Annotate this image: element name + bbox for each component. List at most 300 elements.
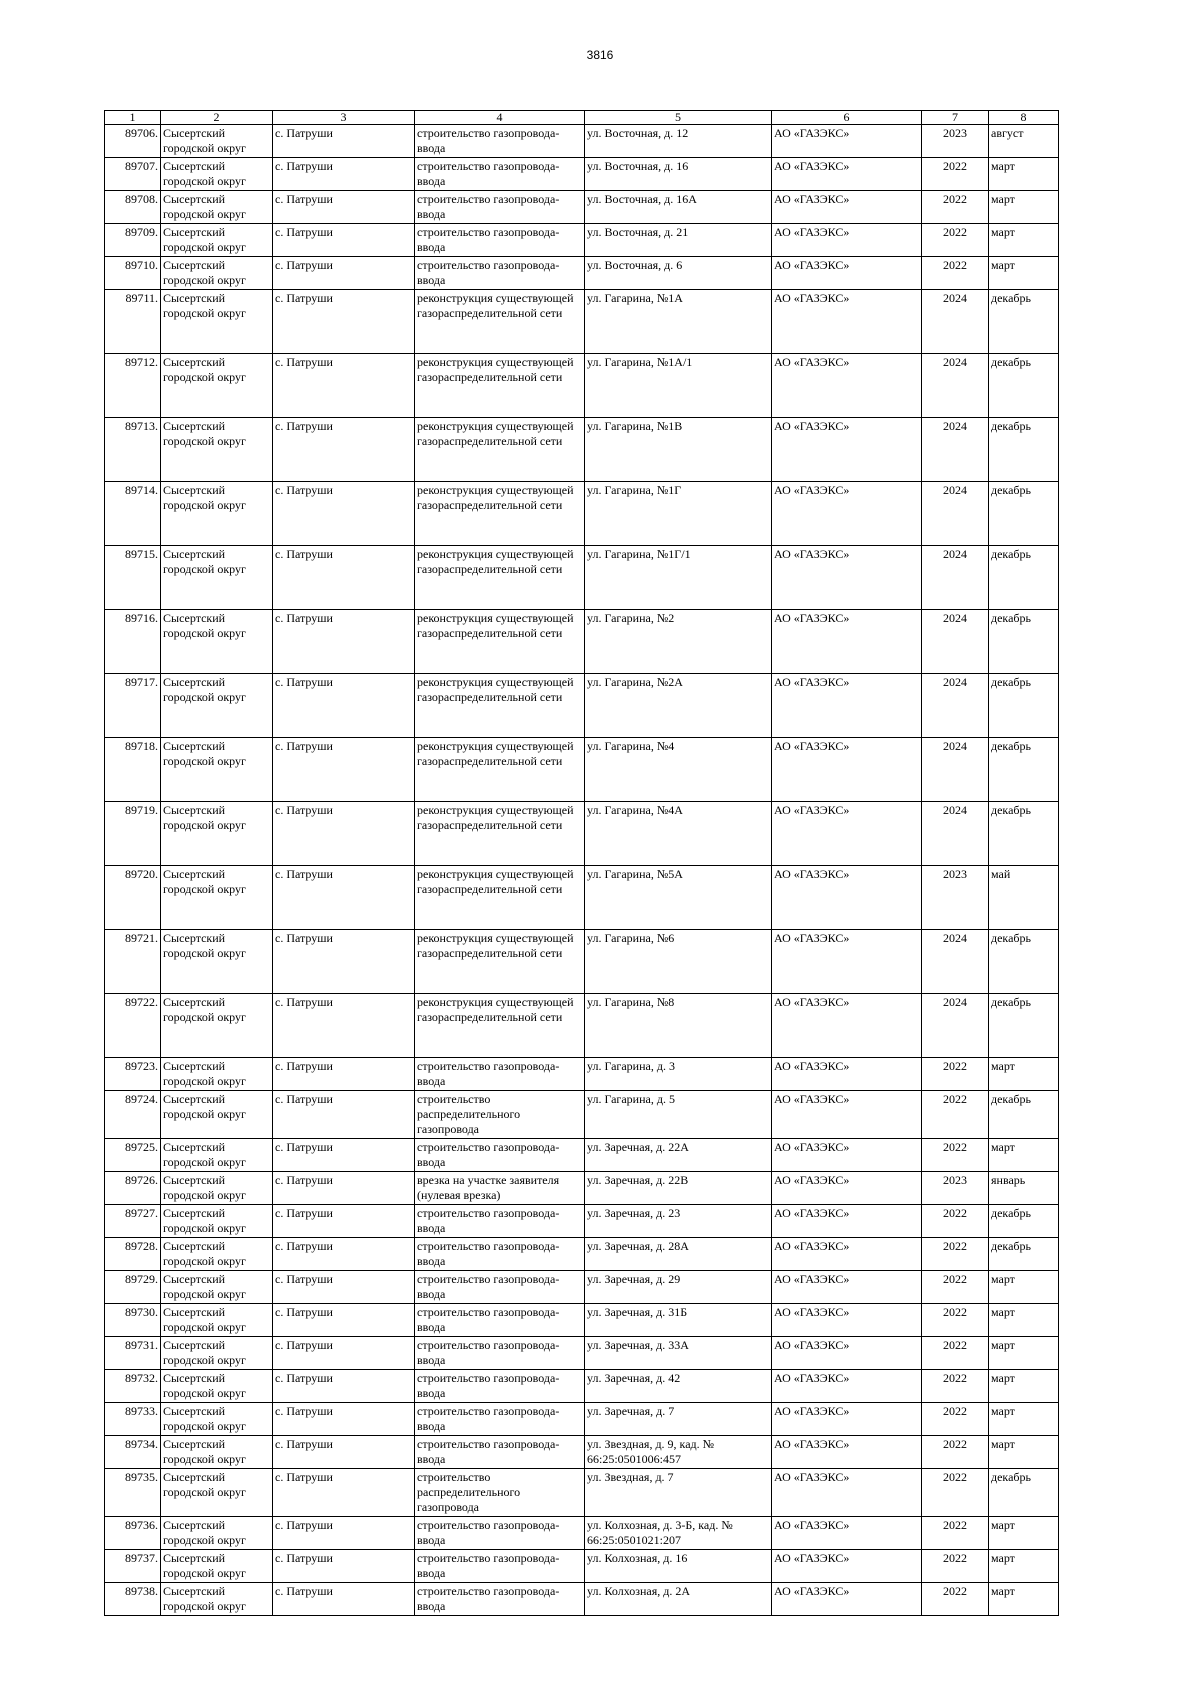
work-type-cell: реконструкция существующей газораспределительной сети [415, 610, 585, 674]
district-cell: Сысертский городской округ [161, 546, 273, 610]
work-type-cell: реконструкция существующей газораспределительной сети [415, 674, 585, 738]
address-cell: ул. Гагарина, №1Г/1 [585, 546, 772, 610]
month-cell: март [989, 1139, 1059, 1172]
month-cell: март [989, 1550, 1059, 1583]
organization-cell: АО «ГАЗЭКС» [772, 1337, 922, 1370]
address-cell: ул. Гагарина, №2А [585, 674, 772, 738]
row-number-cell: 89732. [105, 1370, 161, 1403]
table-row [105, 866, 1059, 930]
work-type-cell: строительство газопровода-ввода [415, 1370, 585, 1403]
month-cell: декабрь [989, 290, 1059, 354]
work-type-cell: реконструкция существующей газораспределительной сети [415, 866, 585, 930]
table-row [105, 674, 1059, 738]
address-cell: ул. Гагарина, №4А [585, 802, 772, 866]
locality-cell: с. Патруши [273, 674, 415, 738]
work-type-cell: строительство газопровода-ввода [415, 1550, 585, 1583]
address-cell: ул. Гагарина, №1Г [585, 482, 772, 546]
column-number-row [105, 111, 1059, 125]
organization-cell: АО «ГАЗЭКС» [772, 482, 922, 546]
organization-cell: АО «ГАЗЭКС» [772, 1205, 922, 1238]
year-cell: 2022 [922, 1271, 989, 1304]
work-type-cell: строительство газопровода-ввода [415, 1337, 585, 1370]
organization-cell: АО «ГАЗЭКС» [772, 546, 922, 610]
district-cell: Сысертский городской округ [161, 290, 273, 354]
address-cell: ул. Восточная, д. 6 [585, 257, 772, 290]
district-cell: Сысертский городской округ [161, 1139, 273, 1172]
work-type-cell: строительство газопровода-ввода [415, 1436, 585, 1469]
organization-cell: АО «ГАЗЭКС» [772, 158, 922, 191]
row-number-cell: 89733. [105, 1403, 161, 1436]
organization-cell: АО «ГАЗЭКС» [772, 1271, 922, 1304]
organization-cell: АО «ГАЗЭКС» [772, 674, 922, 738]
locality-cell: с. Патруши [273, 866, 415, 930]
organization-cell: АО «ГАЗЭКС» [772, 1550, 922, 1583]
address-cell: ул. Гагарина, №1А [585, 290, 772, 354]
table-body [105, 125, 1059, 1616]
organization-cell: АО «ГАЗЭКС» [772, 1403, 922, 1436]
address-cell: ул. Гагарина, №5А [585, 866, 772, 930]
organization-cell: АО «ГАЗЭКС» [772, 354, 922, 418]
year-cell: 2024 [922, 290, 989, 354]
row-number-cell: 89707. [105, 158, 161, 191]
year-cell: 2022 [922, 1583, 989, 1616]
table-row [105, 1583, 1059, 1616]
address-cell: ул. Гагарина, №8 [585, 994, 772, 1058]
address-cell: ул. Восточная, д. 21 [585, 224, 772, 257]
locality-cell: с. Патруши [273, 610, 415, 674]
work-type-cell: реконструкция существующей газораспределительной сети [415, 930, 585, 994]
year-cell: 2024 [922, 802, 989, 866]
table-row [105, 1205, 1059, 1238]
month-cell: декабрь [989, 482, 1059, 546]
work-type-cell: строительство газопровода-ввода [415, 1403, 585, 1436]
organization-cell: АО «ГАЗЭКС» [772, 866, 922, 930]
table-row [105, 1172, 1059, 1205]
month-cell: январь [989, 1172, 1059, 1205]
year-cell: 2022 [922, 1139, 989, 1172]
column-header: 1 [105, 111, 161, 125]
row-number-cell: 89723. [105, 1058, 161, 1091]
work-type-cell: строительство газопровода-ввода [415, 158, 585, 191]
organization-cell: АО «ГАЗЭКС» [772, 610, 922, 674]
table-row [105, 994, 1059, 1058]
district-cell: Сысертский городской округ [161, 1205, 273, 1238]
table-row [105, 610, 1059, 674]
district-cell: Сысертский городской округ [161, 482, 273, 546]
month-cell: август [989, 125, 1059, 158]
work-type-cell: строительство газопровода-ввода [415, 191, 585, 224]
district-cell: Сысертский городской округ [161, 125, 273, 158]
locality-cell: с. Патруши [273, 1304, 415, 1337]
year-cell: 2022 [922, 257, 989, 290]
work-type-cell: реконструкция существующей газораспределительной сети [415, 802, 585, 866]
address-cell: ул. Заречная, д. 31Б [585, 1304, 772, 1337]
address-cell: ул. Звездная, д. 9, кад. № 66:25:0501006:457 [585, 1436, 772, 1469]
row-number-cell: 89711. [105, 290, 161, 354]
address-cell: ул. Колхозная, д. 2А [585, 1583, 772, 1616]
organization-cell: АО «ГАЗЭКС» [772, 257, 922, 290]
column-header: 5 [585, 111, 772, 125]
row-number-cell: 89725. [105, 1139, 161, 1172]
month-cell: март [989, 257, 1059, 290]
address-cell: ул. Колхозная, д. 3-Б, кад. № 66:25:0501021:207 [585, 1517, 772, 1550]
organization-cell: АО «ГАЗЭКС» [772, 802, 922, 866]
district-cell: Сысертский городской округ [161, 994, 273, 1058]
month-cell: декабрь [989, 930, 1059, 994]
row-number-cell: 89719. [105, 802, 161, 866]
work-type-cell: врезка на участке заявителя (нулевая врезка) [415, 1172, 585, 1205]
month-cell: март [989, 1403, 1059, 1436]
month-cell: декабрь [989, 546, 1059, 610]
year-cell: 2022 [922, 1550, 989, 1583]
month-cell: март [989, 224, 1059, 257]
organization-cell: АО «ГАЗЭКС» [772, 1583, 922, 1616]
table-row [105, 257, 1059, 290]
work-type-cell: строительство газопровода-ввода [415, 224, 585, 257]
locality-cell: с. Патруши [273, 191, 415, 224]
year-cell: 2023 [922, 1172, 989, 1205]
district-cell: Сысертский городской округ [161, 1550, 273, 1583]
month-cell: март [989, 1370, 1059, 1403]
locality-cell: с. Патруши [273, 738, 415, 802]
district-cell: Сысертский городской округ [161, 866, 273, 930]
organization-cell: АО «ГАЗЭКС» [772, 290, 922, 354]
address-cell: ул. Заречная, д. 33А [585, 1337, 772, 1370]
row-number-cell: 89720. [105, 866, 161, 930]
year-cell: 2024 [922, 930, 989, 994]
locality-cell: с. Патруши [273, 930, 415, 994]
row-number-cell: 89727. [105, 1205, 161, 1238]
locality-cell: с. Патруши [273, 802, 415, 866]
row-number-cell: 89726. [105, 1172, 161, 1205]
table-row [105, 125, 1059, 158]
address-cell: ул. Гагарина, д. 3 [585, 1058, 772, 1091]
locality-cell: с. Патруши [273, 482, 415, 546]
district-cell: Сысертский городской округ [161, 1304, 273, 1337]
address-cell: ул. Гагарина, д. 5 [585, 1091, 772, 1139]
year-cell: 2022 [922, 1304, 989, 1337]
table-row [105, 738, 1059, 802]
address-cell: ул. Заречная, д. 28А [585, 1238, 772, 1271]
row-number-cell: 89724. [105, 1091, 161, 1139]
month-cell: март [989, 1517, 1059, 1550]
organization-cell: АО «ГАЗЭКС» [772, 418, 922, 482]
table-row [105, 1058, 1059, 1091]
table-row [105, 802, 1059, 866]
district-cell: Сысертский городской округ [161, 158, 273, 191]
year-cell: 2022 [922, 191, 989, 224]
district-cell: Сысертский городской округ [161, 1370, 273, 1403]
year-cell: 2022 [922, 1469, 989, 1517]
locality-cell: с. Патруши [273, 1271, 415, 1304]
address-cell: ул. Заречная, д. 23 [585, 1205, 772, 1238]
work-type-cell: реконструкция существующей газораспределительной сети [415, 418, 585, 482]
district-cell: Сысертский городской округ [161, 738, 273, 802]
row-number-cell: 89721. [105, 930, 161, 994]
work-type-cell: реконструкция существующей газораспределительной сети [415, 290, 585, 354]
month-cell: май [989, 866, 1059, 930]
year-cell: 2022 [922, 1436, 989, 1469]
district-cell: Сысертский городской округ [161, 1337, 273, 1370]
address-cell: ул. Заречная, д. 22В [585, 1172, 772, 1205]
month-cell: март [989, 1583, 1059, 1616]
address-cell: ул. Звездная, д. 7 [585, 1469, 772, 1517]
month-cell: март [989, 158, 1059, 191]
row-number-cell: 89736. [105, 1517, 161, 1550]
year-cell: 2022 [922, 224, 989, 257]
month-cell: март [989, 191, 1059, 224]
locality-cell: с. Патруши [273, 1436, 415, 1469]
address-cell: ул. Восточная, д. 16А [585, 191, 772, 224]
table-row [105, 1403, 1059, 1436]
address-cell: ул. Колхозная, д. 16 [585, 1550, 772, 1583]
organization-cell: АО «ГАЗЭКС» [772, 994, 922, 1058]
row-number-cell: 89738. [105, 1583, 161, 1616]
district-cell: Сысертский городской округ [161, 1091, 273, 1139]
address-cell: ул. Заречная, д. 29 [585, 1271, 772, 1304]
district-cell: Сысертский городской округ [161, 1172, 273, 1205]
table-row [105, 191, 1059, 224]
organization-cell: АО «ГАЗЭКС» [772, 1517, 922, 1550]
address-cell: ул. Заречная, д. 22А [585, 1139, 772, 1172]
locality-cell: с. Патруши [273, 418, 415, 482]
address-cell: ул. Гагарина, №1В [585, 418, 772, 482]
address-cell: ул. Восточная, д. 12 [585, 125, 772, 158]
month-cell: декабрь [989, 738, 1059, 802]
locality-cell: с. Патруши [273, 1205, 415, 1238]
table-row [105, 482, 1059, 546]
month-cell: март [989, 1337, 1059, 1370]
locality-cell: с. Патруши [273, 290, 415, 354]
address-cell: ул. Заречная, д. 7 [585, 1403, 772, 1436]
table-row [105, 1271, 1059, 1304]
month-cell: декабрь [989, 1469, 1059, 1517]
locality-cell: с. Патруши [273, 1550, 415, 1583]
row-number-cell: 89729. [105, 1271, 161, 1304]
row-number-cell: 89706. [105, 125, 161, 158]
district-cell: Сысертский городской округ [161, 1436, 273, 1469]
row-number-cell: 89728. [105, 1238, 161, 1271]
locality-cell: с. Патруши [273, 224, 415, 257]
month-cell: декабрь [989, 1091, 1059, 1139]
row-number-cell: 89712. [105, 354, 161, 418]
work-type-cell: строительство распределительного газопровода [415, 1091, 585, 1139]
table-row [105, 1139, 1059, 1172]
district-cell: Сысертский городской округ [161, 610, 273, 674]
work-type-cell: реконструкция существующей газораспределительной сети [415, 482, 585, 546]
work-type-cell: реконструкция существующей газораспределительной сети [415, 546, 585, 610]
row-number-cell: 89718. [105, 738, 161, 802]
month-cell: март [989, 1304, 1059, 1337]
address-cell: ул. Гагарина, №6 [585, 930, 772, 994]
organization-cell: АО «ГАЗЭКС» [772, 738, 922, 802]
district-cell: Сысертский городской округ [161, 1583, 273, 1616]
organization-cell: АО «ГАЗЭКС» [772, 930, 922, 994]
row-number-cell: 89708. [105, 191, 161, 224]
year-cell: 2024 [922, 994, 989, 1058]
work-type-cell: реконструкция существующей газораспределительной сети [415, 738, 585, 802]
year-cell: 2022 [922, 1370, 989, 1403]
district-cell: Сысертский городской округ [161, 930, 273, 994]
column-header: 3 [273, 111, 415, 125]
column-header: 2 [161, 111, 273, 125]
address-cell: ул. Заречная, д. 42 [585, 1370, 772, 1403]
table-row [105, 1337, 1059, 1370]
table-row [105, 1238, 1059, 1271]
locality-cell: с. Патруши [273, 546, 415, 610]
year-cell: 2022 [922, 1058, 989, 1091]
locality-cell: с. Патруши [273, 1058, 415, 1091]
district-cell: Сысертский городской округ [161, 191, 273, 224]
work-type-cell: строительство газопровода-ввода [415, 1205, 585, 1238]
locality-cell: с. Патруши [273, 1403, 415, 1436]
table-row [105, 418, 1059, 482]
locality-cell: с. Патруши [273, 1238, 415, 1271]
organization-cell: АО «ГАЗЭКС» [772, 1139, 922, 1172]
row-number-cell: 89717. [105, 674, 161, 738]
work-type-cell: строительство газопровода-ввода [415, 1271, 585, 1304]
organization-cell: АО «ГАЗЭКС» [772, 1172, 922, 1205]
district-cell: Сысертский городской округ [161, 1271, 273, 1304]
table-row [105, 930, 1059, 994]
year-cell: 2024 [922, 738, 989, 802]
table-row [105, 354, 1059, 418]
locality-cell: с. Патруши [273, 994, 415, 1058]
row-number-cell: 89713. [105, 418, 161, 482]
year-cell: 2022 [922, 1403, 989, 1436]
district-cell: Сысертский городской округ [161, 802, 273, 866]
month-cell: декабрь [989, 1205, 1059, 1238]
locality-cell: с. Патруши [273, 1583, 415, 1616]
row-number-cell: 89730. [105, 1304, 161, 1337]
year-cell: 2022 [922, 1205, 989, 1238]
table-row [105, 1469, 1059, 1517]
year-cell: 2024 [922, 418, 989, 482]
month-cell: декабрь [989, 802, 1059, 866]
locality-cell: с. Патруши [273, 125, 415, 158]
work-type-cell: строительство распределительного газопровода [415, 1469, 585, 1517]
organization-cell: АО «ГАЗЭКС» [772, 1469, 922, 1517]
table-row [105, 546, 1059, 610]
row-number-cell: 89722. [105, 994, 161, 1058]
table-row [105, 290, 1059, 354]
month-cell: март [989, 1271, 1059, 1304]
address-cell: ул. Гагарина, №4 [585, 738, 772, 802]
organization-cell: АО «ГАЗЭКС» [772, 1238, 922, 1271]
organization-cell: АО «ГАЗЭКС» [772, 1370, 922, 1403]
work-type-cell: строительство газопровода-ввода [415, 1304, 585, 1337]
organization-cell: АО «ГАЗЭКС» [772, 1058, 922, 1091]
locality-cell: с. Патруши [273, 1469, 415, 1517]
row-number-cell: 89714. [105, 482, 161, 546]
year-cell: 2023 [922, 866, 989, 930]
table-row [105, 1304, 1059, 1337]
locality-cell: с. Патруши [273, 1517, 415, 1550]
locality-cell: с. Патруши [273, 1172, 415, 1205]
district-cell: Сысертский городской округ [161, 1058, 273, 1091]
district-cell: Сысертский городской округ [161, 674, 273, 738]
organization-cell: АО «ГАЗЭКС» [772, 125, 922, 158]
year-cell: 2022 [922, 1517, 989, 1550]
address-cell: ул. Гагарина, №2 [585, 610, 772, 674]
month-cell: декабрь [989, 1238, 1059, 1271]
table-row [105, 1091, 1059, 1139]
row-number-cell: 89709. [105, 224, 161, 257]
table-row [105, 1370, 1059, 1403]
row-number-cell: 89715. [105, 546, 161, 610]
table-row [105, 224, 1059, 257]
year-cell: 2023 [922, 125, 989, 158]
organization-cell: АО «ГАЗЭКС» [772, 224, 922, 257]
month-cell: март [989, 1058, 1059, 1091]
month-cell: декабрь [989, 994, 1059, 1058]
locality-cell: с. Патруши [273, 1139, 415, 1172]
month-cell: декабрь [989, 674, 1059, 738]
locality-cell: с. Патруши [273, 1091, 415, 1139]
work-type-cell: строительство газопровода-ввода [415, 1058, 585, 1091]
month-cell: декабрь [989, 354, 1059, 418]
table-row [105, 158, 1059, 191]
locality-cell: с. Патруши [273, 257, 415, 290]
address-cell: ул. Гагарина, №1А/1 [585, 354, 772, 418]
row-number-cell: 89734. [105, 1436, 161, 1469]
organization-cell: АО «ГАЗЭКС» [772, 1304, 922, 1337]
table-row [105, 1517, 1059, 1550]
organization-cell: АО «ГАЗЭКС» [772, 191, 922, 224]
district-cell: Сысертский городской округ [161, 1469, 273, 1517]
work-type-cell: строительство газопровода-ввода [415, 1583, 585, 1616]
district-cell: Сысертский городской округ [161, 1238, 273, 1271]
organization-cell: АО «ГАЗЭКС» [772, 1436, 922, 1469]
column-header: 7 [922, 111, 989, 125]
month-cell: декабрь [989, 418, 1059, 482]
work-type-cell: строительство газопровода-ввода [415, 1139, 585, 1172]
locality-cell: с. Патруши [273, 1370, 415, 1403]
year-cell: 2022 [922, 1337, 989, 1370]
year-cell: 2024 [922, 674, 989, 738]
work-type-cell: реконструкция существующей газораспределительной сети [415, 994, 585, 1058]
work-type-cell: строительство газопровода-ввода [415, 125, 585, 158]
work-type-cell: строительство газопровода-ввода [415, 1517, 585, 1550]
year-cell: 2024 [922, 354, 989, 418]
row-number-cell: 89716. [105, 610, 161, 674]
district-cell: Сысертский городской округ [161, 257, 273, 290]
column-header: 6 [772, 111, 922, 125]
locality-cell: с. Патруши [273, 158, 415, 191]
year-cell: 2022 [922, 1238, 989, 1271]
year-cell: 2022 [922, 158, 989, 191]
work-type-cell: строительство газопровода-ввода [415, 1238, 585, 1271]
gasification-table [104, 110, 1059, 1616]
column-header: 8 [989, 111, 1059, 125]
row-number-cell: 89737. [105, 1550, 161, 1583]
column-header: 4 [415, 111, 585, 125]
row-number-cell: 89735. [105, 1469, 161, 1517]
month-cell: декабрь [989, 610, 1059, 674]
table-row [105, 1550, 1059, 1583]
district-cell: Сысертский городской округ [161, 1517, 273, 1550]
year-cell: 2024 [922, 482, 989, 546]
work-type-cell: строительство газопровода-ввода [415, 257, 585, 290]
page-number: 3816 [586, 48, 614, 62]
district-cell: Сысертский городской округ [161, 418, 273, 482]
district-cell: Сысертский городской округ [161, 1403, 273, 1436]
district-cell: Сысертский городской округ [161, 224, 273, 257]
locality-cell: с. Патруши [273, 1337, 415, 1370]
year-cell: 2022 [922, 1091, 989, 1139]
table-row [105, 1436, 1059, 1469]
row-number-cell: 89710. [105, 257, 161, 290]
